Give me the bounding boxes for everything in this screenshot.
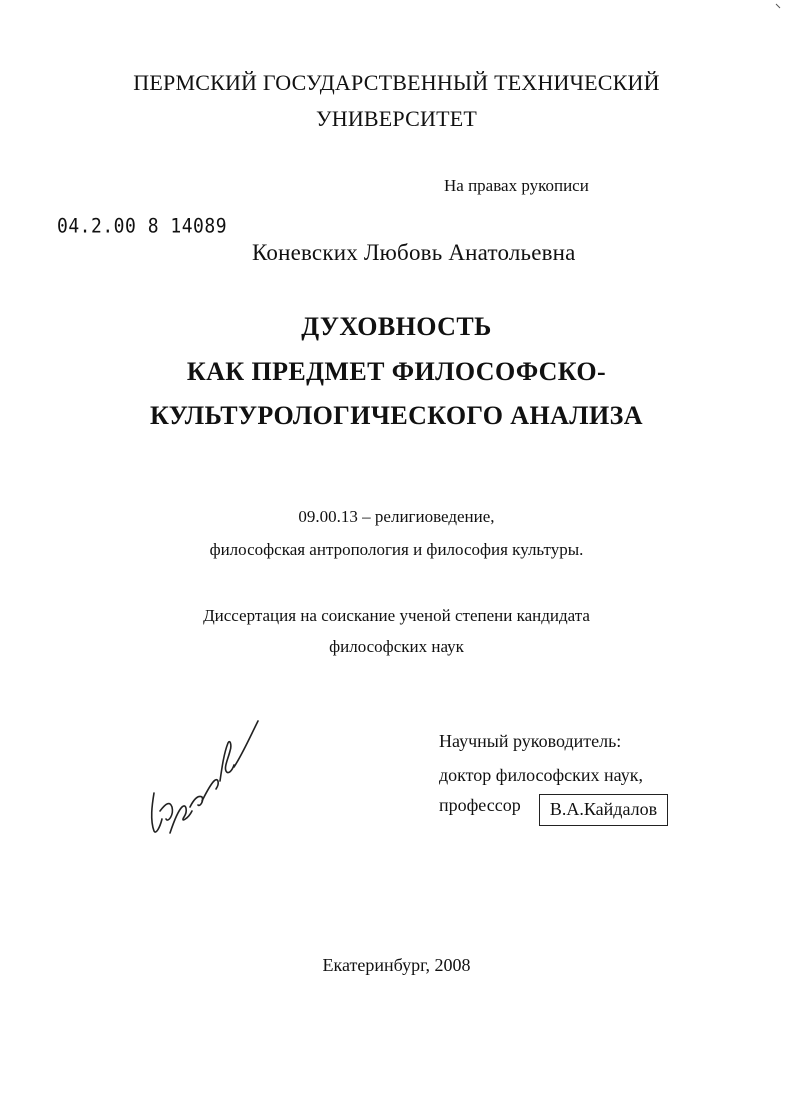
dissertation-title-line1: ДУХОВНОСТЬ (301, 312, 492, 341)
handwritten-signature-icon (140, 715, 270, 845)
signature-stroke-2 (160, 804, 172, 821)
manuscript-note: На правах рукописи (444, 176, 589, 195)
advisor-rank: профессор (439, 795, 521, 815)
archive-number: 04.2.00 8 14089 (57, 215, 228, 239)
scan-speck-icon (774, 2, 784, 12)
dissertation-title-line2: КАК ПРЕДМЕТ ФИЛОСОФСКО- (186, 357, 607, 386)
specialty-name-line: философская антропология и философия культуры. (209, 540, 584, 559)
signature-stroke-1 (152, 793, 162, 832)
advisor-name-box: В.А.Кайдалов (539, 794, 668, 826)
author-name: Коневских Любовь Анатольевна (252, 240, 576, 265)
university-name-line1: ПЕРМСКИЙ ГОСУДАРСТВЕННЫЙ ТЕХНИЧЕСКИЙ (133, 70, 660, 95)
signature-stroke-3 (170, 806, 192, 833)
specialty-code-line: 09.00.13 – религиоведение, (298, 507, 495, 526)
signature-stroke-6 (220, 742, 234, 781)
advisor-label: Научный руководитель: (439, 731, 622, 751)
city-year: Екатеринбург, 2008 (322, 955, 471, 975)
degree-line2: философских наук (329, 637, 464, 656)
advisor-degree: доктор философских наук, (439, 765, 643, 785)
university-name-line2: УНИВЕРСИТЕТ (315, 106, 478, 131)
signature-stroke-5 (202, 780, 218, 801)
signature-stroke-7 (234, 721, 258, 767)
signature-stroke-4 (190, 796, 203, 807)
dissertation-title-line3: КУЛЬТУРОЛОГИЧЕСКОГО АНАЛИЗА (150, 401, 643, 430)
degree-line1: Диссертация на соискание ученой степени кандидата (203, 606, 590, 625)
